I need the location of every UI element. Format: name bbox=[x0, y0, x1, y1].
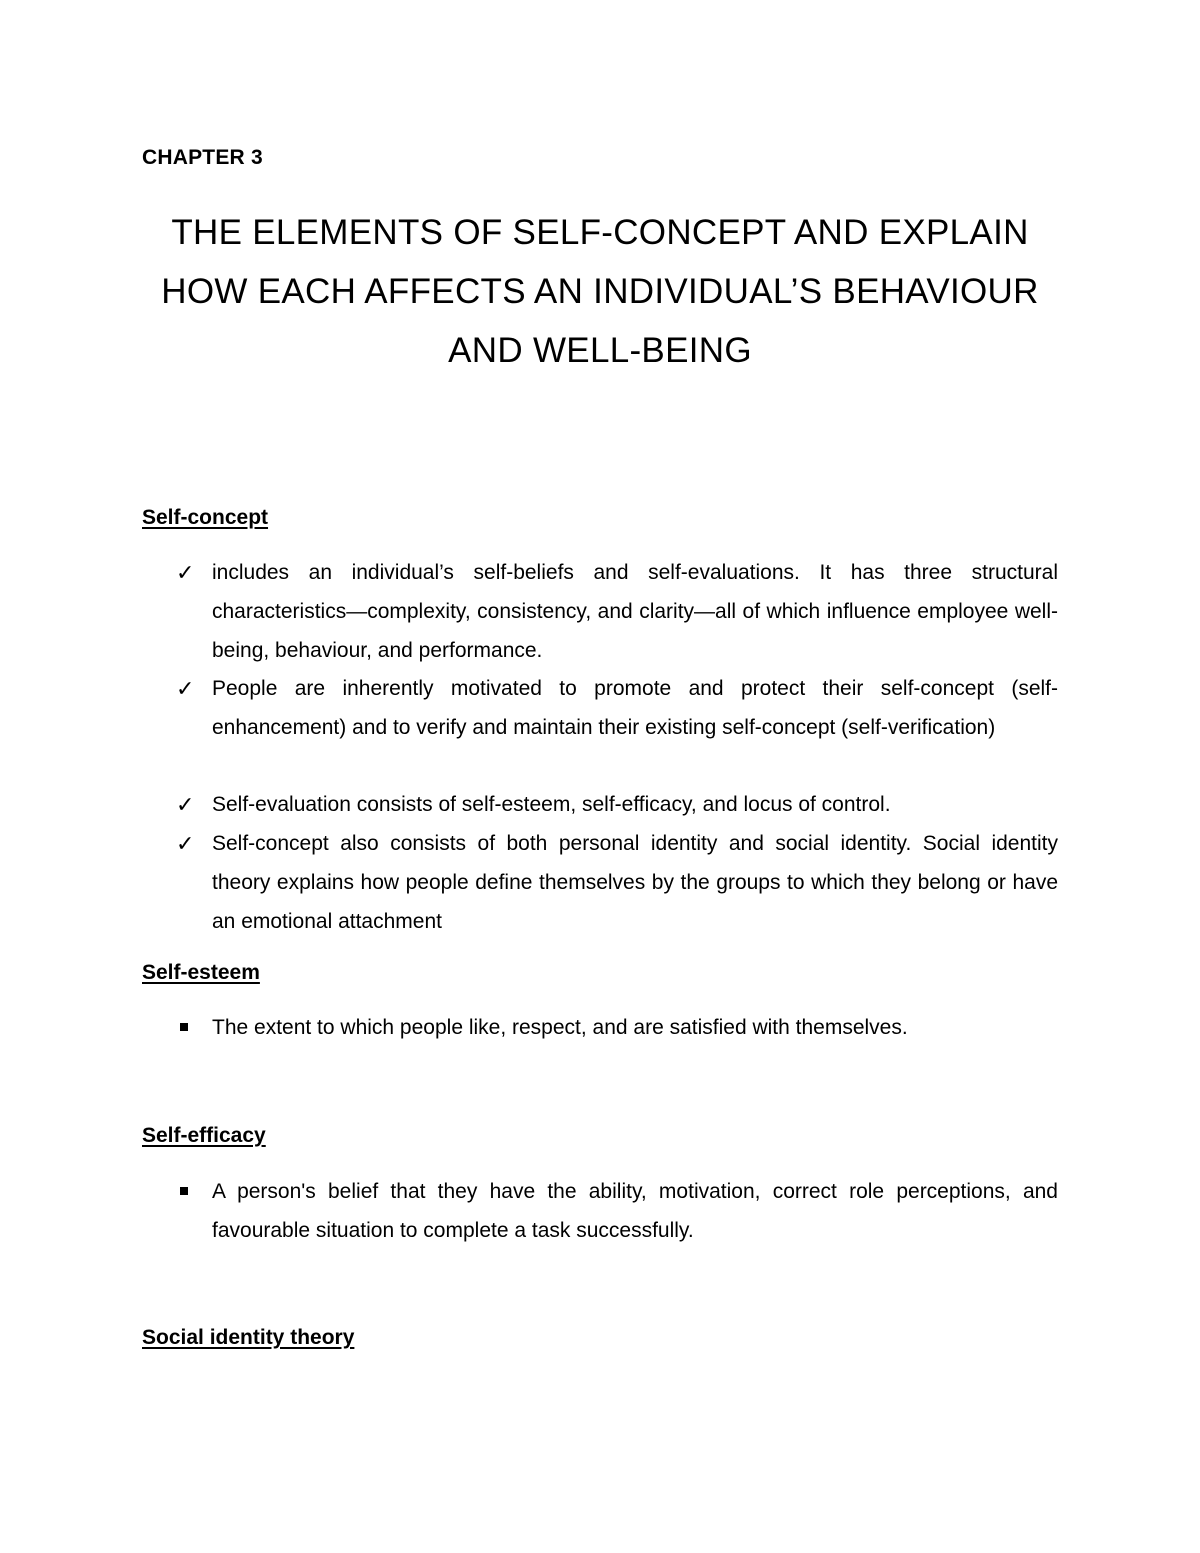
list-item: People are inherently motivated to promote and protect their self-concept (self-enhancement) and to verify and maintain their existing self-concept (self-verification) bbox=[212, 677, 1058, 739]
list-item: Self-evaluation consists of self-esteem, self-efficacy, and locus of control. bbox=[212, 793, 891, 816]
page-title bbox=[120, 203, 1080, 380]
section-heading-self-efficacy: Self-efficacy bbox=[142, 1124, 266, 1147]
list-item: The extent to which people like, respect, and are satisfied with themselves. bbox=[212, 1016, 908, 1039]
checkmark-icon: ✓ bbox=[176, 831, 195, 856]
section-heading-self-concept: Self-concept bbox=[142, 506, 269, 529]
checkmark-icon: ✓ bbox=[176, 676, 195, 701]
list-item: Self-concept also consists of both personal identity and social identity. Social identity theory explains how people define themselves by the groups to which they belong or have an emotional attachment bbox=[212, 832, 1058, 933]
checkmark-icon: ✓ bbox=[176, 560, 195, 585]
title-line: THE ELEMENTS OF SELF-CONCEPT AND EXPLAIN bbox=[171, 213, 1029, 252]
square-bullet-icon bbox=[180, 1187, 188, 1195]
checkmark-icon: ✓ bbox=[176, 792, 195, 817]
title-line: HOW EACH AFFECTS AN INDIVIDUAL’S BEHAVIOUR bbox=[161, 272, 1039, 311]
list-item: A person's belief that they have the ability, motivation, correct role perceptions, and favourable situation to complete a task successfully. bbox=[212, 1180, 1058, 1242]
square-bullet-icon bbox=[180, 1023, 188, 1031]
chapter-label: CHAPTER 3 bbox=[142, 146, 263, 169]
section-heading-social-identity-theory: Social identity theory bbox=[142, 1326, 355, 1349]
section-heading-self-esteem: Self-esteem bbox=[142, 961, 260, 984]
title-line: AND WELL-BEING bbox=[448, 331, 752, 370]
list-item: includes an individual’s self-beliefs and self-evaluations. It has three structural characteristics—complexity, consistency, and clarity—all of which influence employee well-being, behaviour, and performance. bbox=[212, 561, 1058, 662]
